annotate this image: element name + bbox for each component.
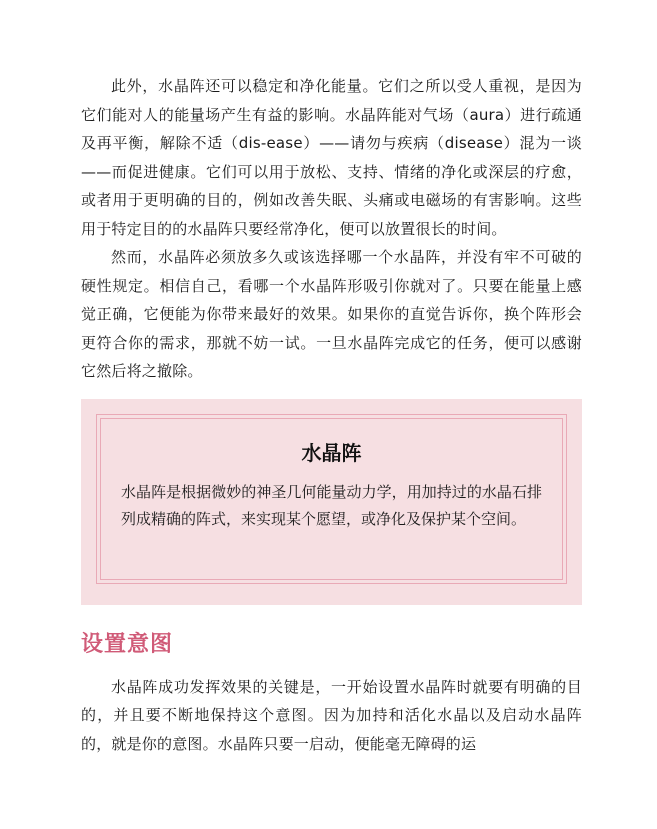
section-heading: 设置意图 [81,631,174,657]
body-paragraph-1: 此外，水晶阵还可以稳定和净化能量。它们之所以受人重视，是因为它们能对人的能量场产生有益的影响。水晶阵能对气场（aura）进行疏通及再平衡，解除不适（dis-ease）——请勿与疾病（disease）混为一谈——而促进健康。它们可以用于放松、支持、情绪的净化或深层的疗愈，或者用于更明确的目的，例如改善失眠、头痛或电磁场的有害影响。这些用于特定目的的水晶阵只要经常净化，便可以放置很长的时间。 [81,77,582,238]
sidebar-title: 水晶阵 [301,440,362,465]
definition-sidebar [81,399,582,605]
sidebar-frame [100,418,563,580]
body-paragraph-2: 然而，水晶阵必须放多久或该选择哪一个水晶阵，并没有牢不可破的硬性规定。相信自己，看哪一个水晶阵形吸引你就对了。只要在能量上感觉正确，它便能为你带来最好的效果。如果你的直觉告诉你，换个阵形会更符合你的需求，那就不妨一试。一旦水晶阵完成它的任务，便可以感谢它然后将之撤除。 [81,248,582,380]
document-page [81,72,582,758]
sidebar-body: 水晶阵是根据微妙的神圣几何能量动力学，用加持过的水晶石排列成精确的阵式，来实现某个愿望，或净化及保护某个空间。 [121,482,542,528]
section-paragraph: 水晶阵成功发挥效果的关键是，一开始设置水晶阵时就要有明确的目的，并且要不断地保持这个意图。因为加持和活化水晶以及启动水晶阵的，就是你的意图。水晶阵只要一启动，便能毫无障碍的运 [81,677,582,753]
